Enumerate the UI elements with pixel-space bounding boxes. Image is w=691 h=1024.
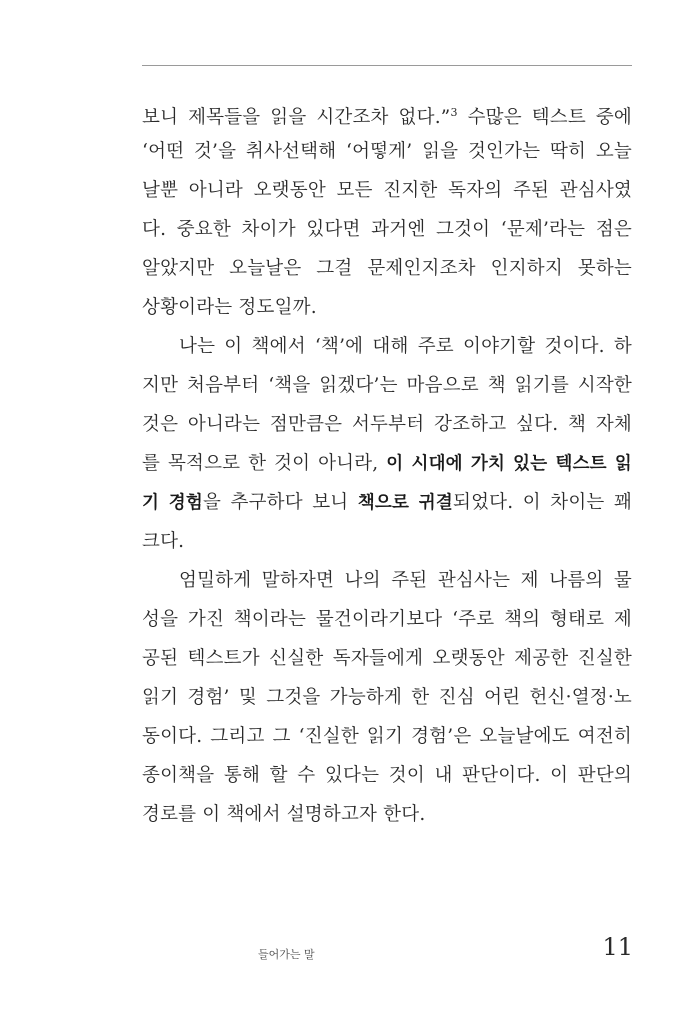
text-line: 날뿐 아니라 오랫동안 모든 진지한 독자의 주된 관심사였 [142, 180, 632, 201]
text-line: 공된 텍스트가 신실한 독자들에게 오랫동안 제공한 진실한 [142, 648, 632, 669]
text-line: 동이다. 그리고 그 ‘진실한 읽기 경험’은 오늘날에도 여전히 [142, 726, 632, 747]
page-number: 11 [602, 933, 633, 961]
text-line: 성을 가진 책이라는 물건이라기보다 ‘주로 책의 형태로 제 [142, 609, 632, 630]
text-line: ‘어떤 것’을 취사선택해 ‘어떻게’ 읽을 것인가는 딱히 오늘 [142, 141, 632, 162]
body-text [142, 93, 632, 834]
emphasis-text: 책으로 귀결 [357, 493, 454, 513]
footnote-marker[interactable]: 3 [450, 106, 458, 119]
emphasis-text: 기 경험 [142, 493, 203, 513]
text-line: 상황이라는 정도일까. [142, 297, 317, 318]
text-line: 것은 아니라는 점만큼은 서두부터 강조하고 싶다. 책 자체 [142, 414, 632, 435]
text-line: 기 경험을 추구하다 보니 책으로 귀결되었다. 이 차이는 꽤 [142, 492, 632, 513]
header-rule [142, 65, 632, 66]
text-line: 경로를 이 책에서 설명하고자 한다. [142, 804, 426, 825]
text-line: 다. 중요한 차이가 있다면 과거엔 그것이 ‘문제’라는 점은 [142, 219, 632, 240]
text-line: 나는 이 책에서 ‘책’에 대해 주로 이야기할 것이다. 하 [179, 336, 632, 357]
text-line: 종이책을 통해 할 수 있다는 것이 내 판단이다. 이 판단의 [142, 765, 632, 786]
text-line: 읽기 경험’ 및 그것을 가능하게 한 진심 어린 헌신·열정·노 [142, 687, 632, 708]
text-line: 크다. [142, 531, 185, 552]
text-line: 를 목적으로 한 것이 아니라, 이 시대에 가치 있는 텍스트 읽 [142, 453, 632, 474]
running-footer-title: 들어가는 말 [258, 948, 315, 961]
text-line: 지만 처음부터 ‘책을 읽겠다’는 마음으로 책 읽기를 시작한 [142, 375, 632, 396]
emphasis-text: 이 시대에 가치 있는 텍스트 읽 [386, 454, 632, 474]
text-line: 보니 제목들을 읽을 시간조차 없다.”$^3$ 수많은 텍스트 중에 [142, 106, 632, 128]
text-line: 알았지만 오늘날은 그걸 문제인지조차 인지하지 못하는 [142, 258, 632, 279]
text-line: 엄밀하게 말하자면 나의 주된 관심사는 제 나름의 물 [179, 570, 632, 591]
